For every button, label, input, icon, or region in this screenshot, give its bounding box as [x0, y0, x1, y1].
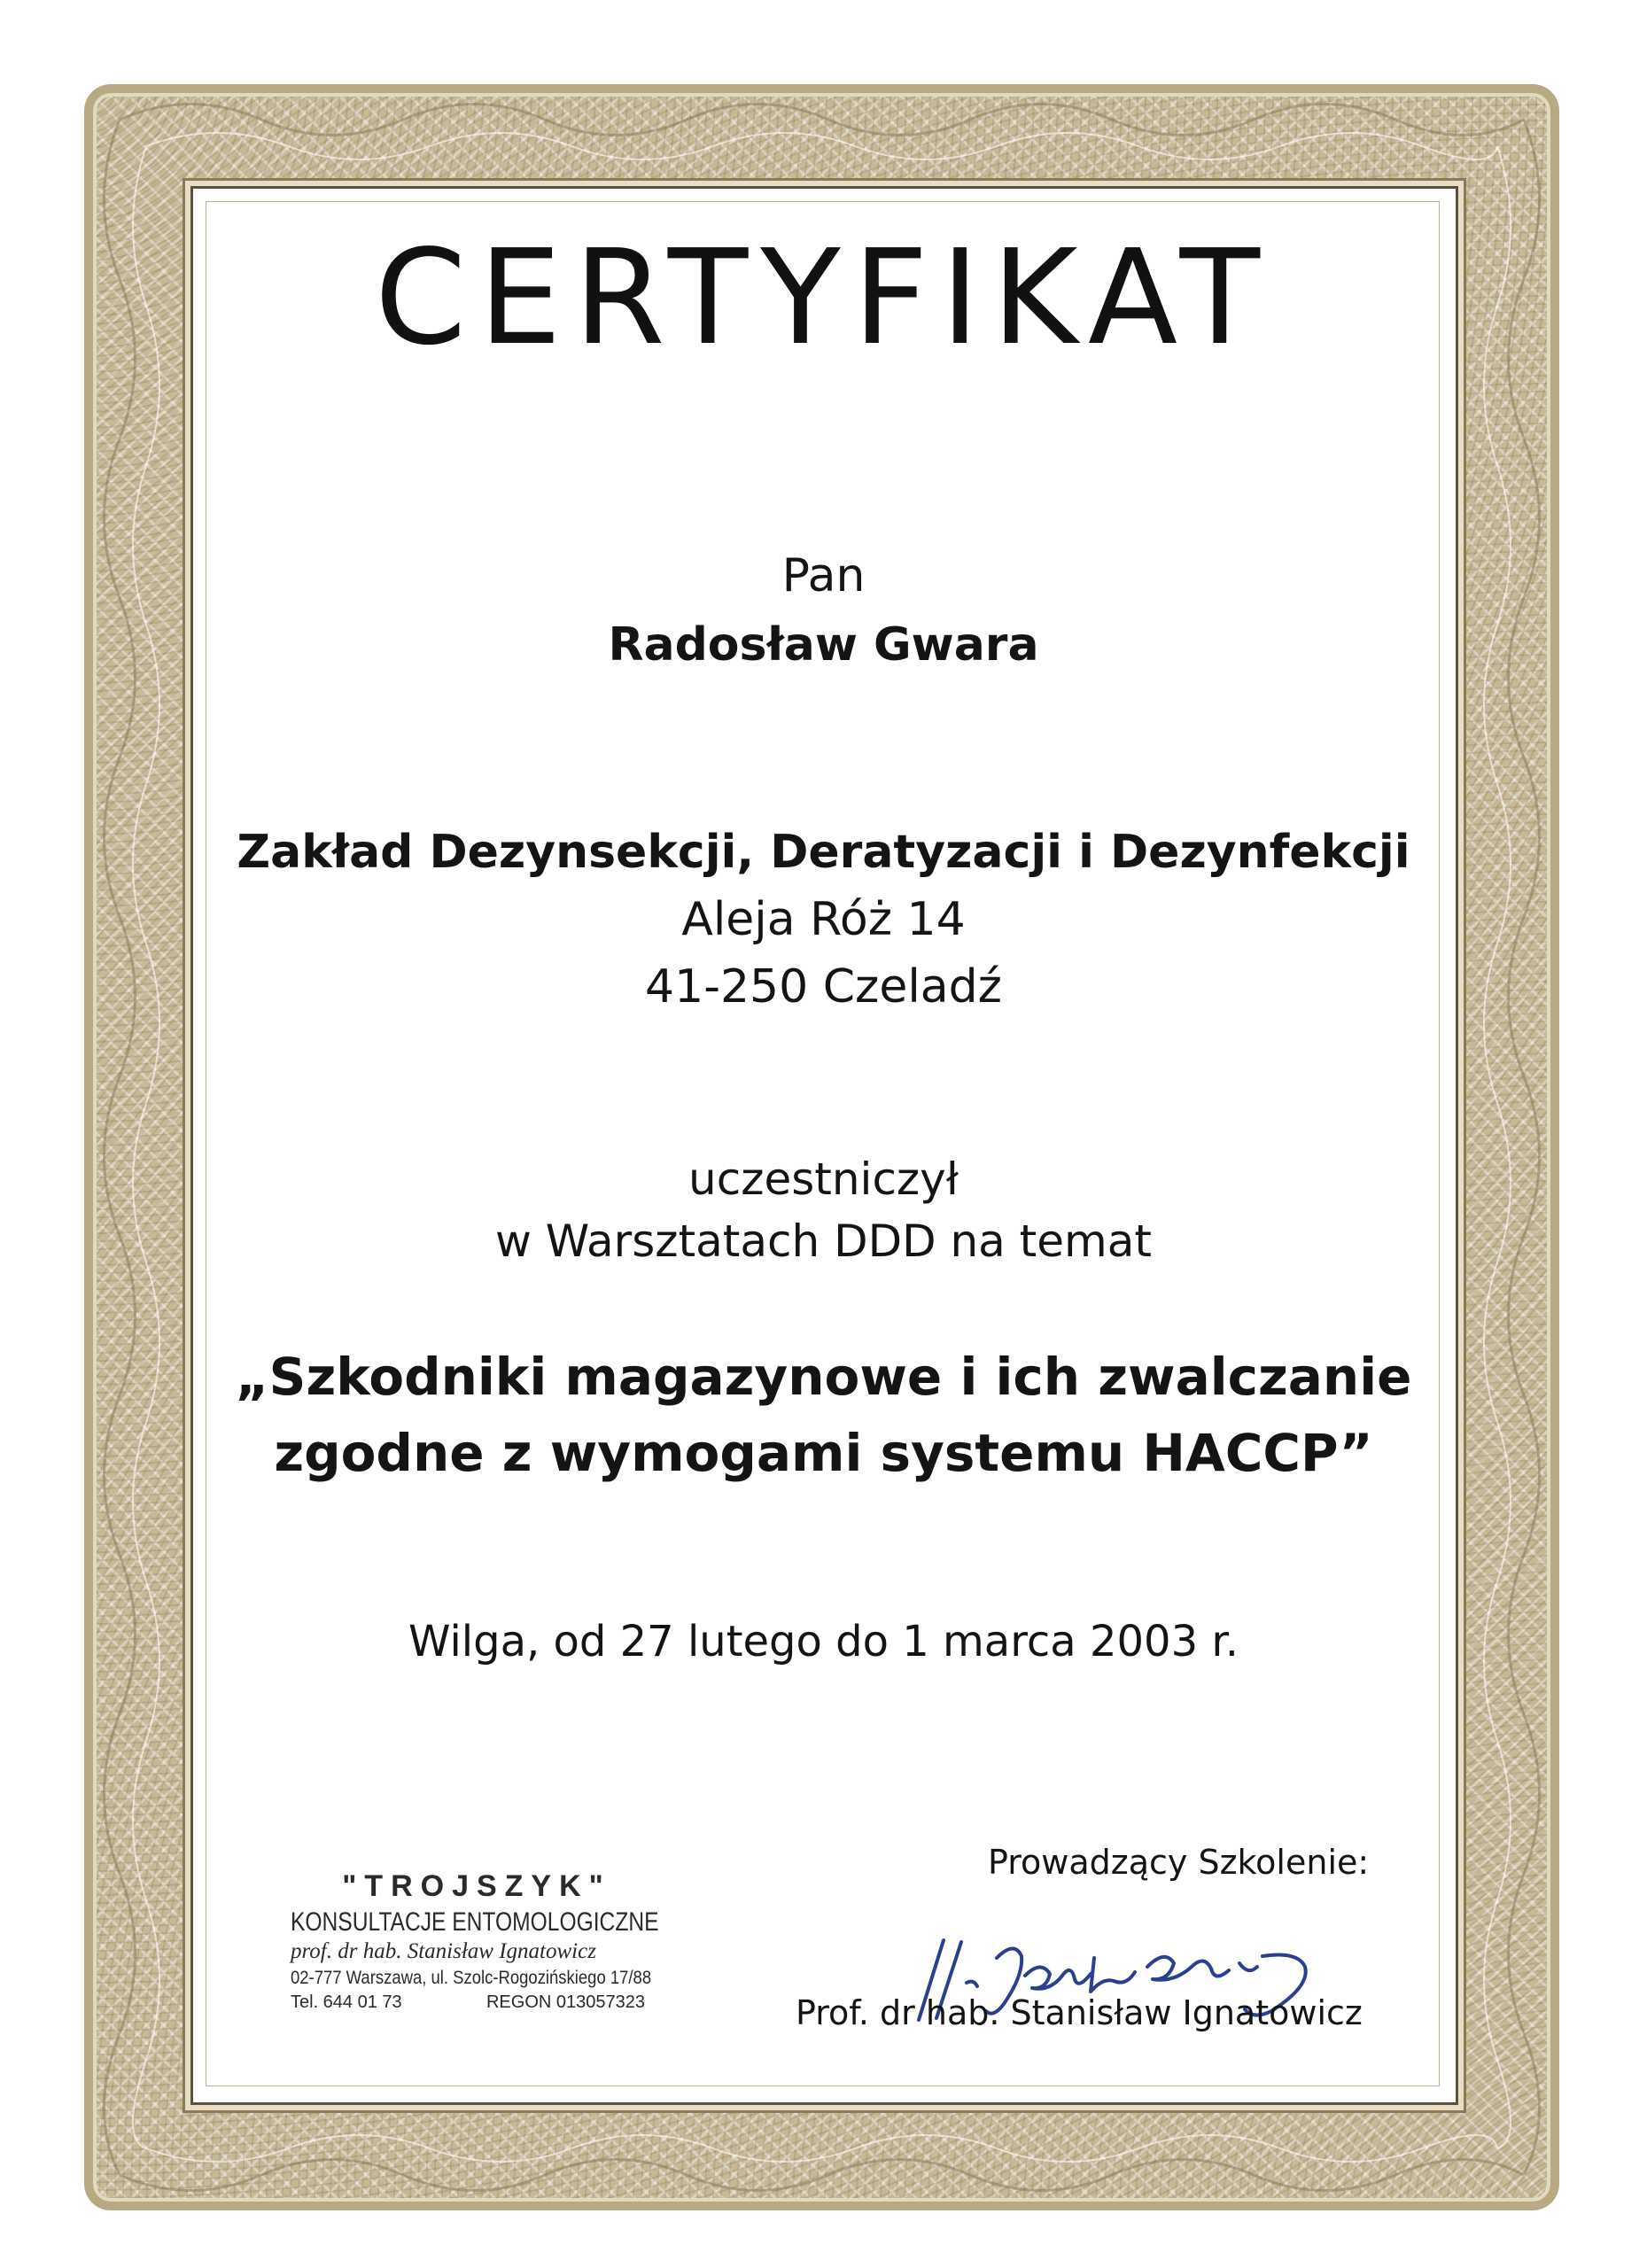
stamp-address: 02-777 Warszawa, ul. Szolc-Rogozińskiego 17/88 — [291, 1968, 652, 1988]
workshop-text: w Warsztatach DDD na temat — [494, 1216, 1152, 1267]
stamp-subtitle: KONSULTACJE ENTOMOLOGICZNE — [291, 1907, 659, 1937]
company-stamp — [291, 1869, 663, 2013]
signatory-name: Prof. dr hab. Stanisław Ignatowicz — [796, 1993, 1363, 2032]
stamp-professor: prof. dr hab. Stanisław Ignatowicz — [291, 1939, 596, 1963]
topic-line-2: zgodne z wymogami systemu HACCP” — [274, 1423, 1373, 1483]
company-street: Aleja Róż 14 — [681, 893, 966, 946]
stamp-regon: REGON 013057323 — [486, 1992, 645, 2012]
company-name: Zakład Dezynsekcji, Deratyzacji i Dezynfekcji — [237, 826, 1410, 879]
place-and-date: Wilga, od 27 lutego do 1 marca 2003 r. — [408, 1617, 1239, 1666]
stamp-contact-row — [291, 1992, 645, 2013]
company-city: 41-250 Czeladź — [645, 960, 1002, 1014]
participation-text: uczestniczył — [688, 1153, 959, 1205]
stamp-phone: Tel. 644 01 73 — [291, 1992, 402, 2012]
signatory-label: Prowadzący Szkolenie: — [988, 1843, 1370, 1882]
salutation: Pan — [781, 549, 866, 602]
certificate-panel — [190, 186, 1458, 2105]
stamp-name: "TROJSZYK" — [342, 1869, 611, 1903]
recipient-name: Radosław Gwara — [608, 618, 1039, 672]
certificate-title: CERTYFIKAT — [374, 221, 1273, 374]
topic-line-1: „Szkodniki magazynowe i ich zwalczanie — [235, 1347, 1412, 1407]
